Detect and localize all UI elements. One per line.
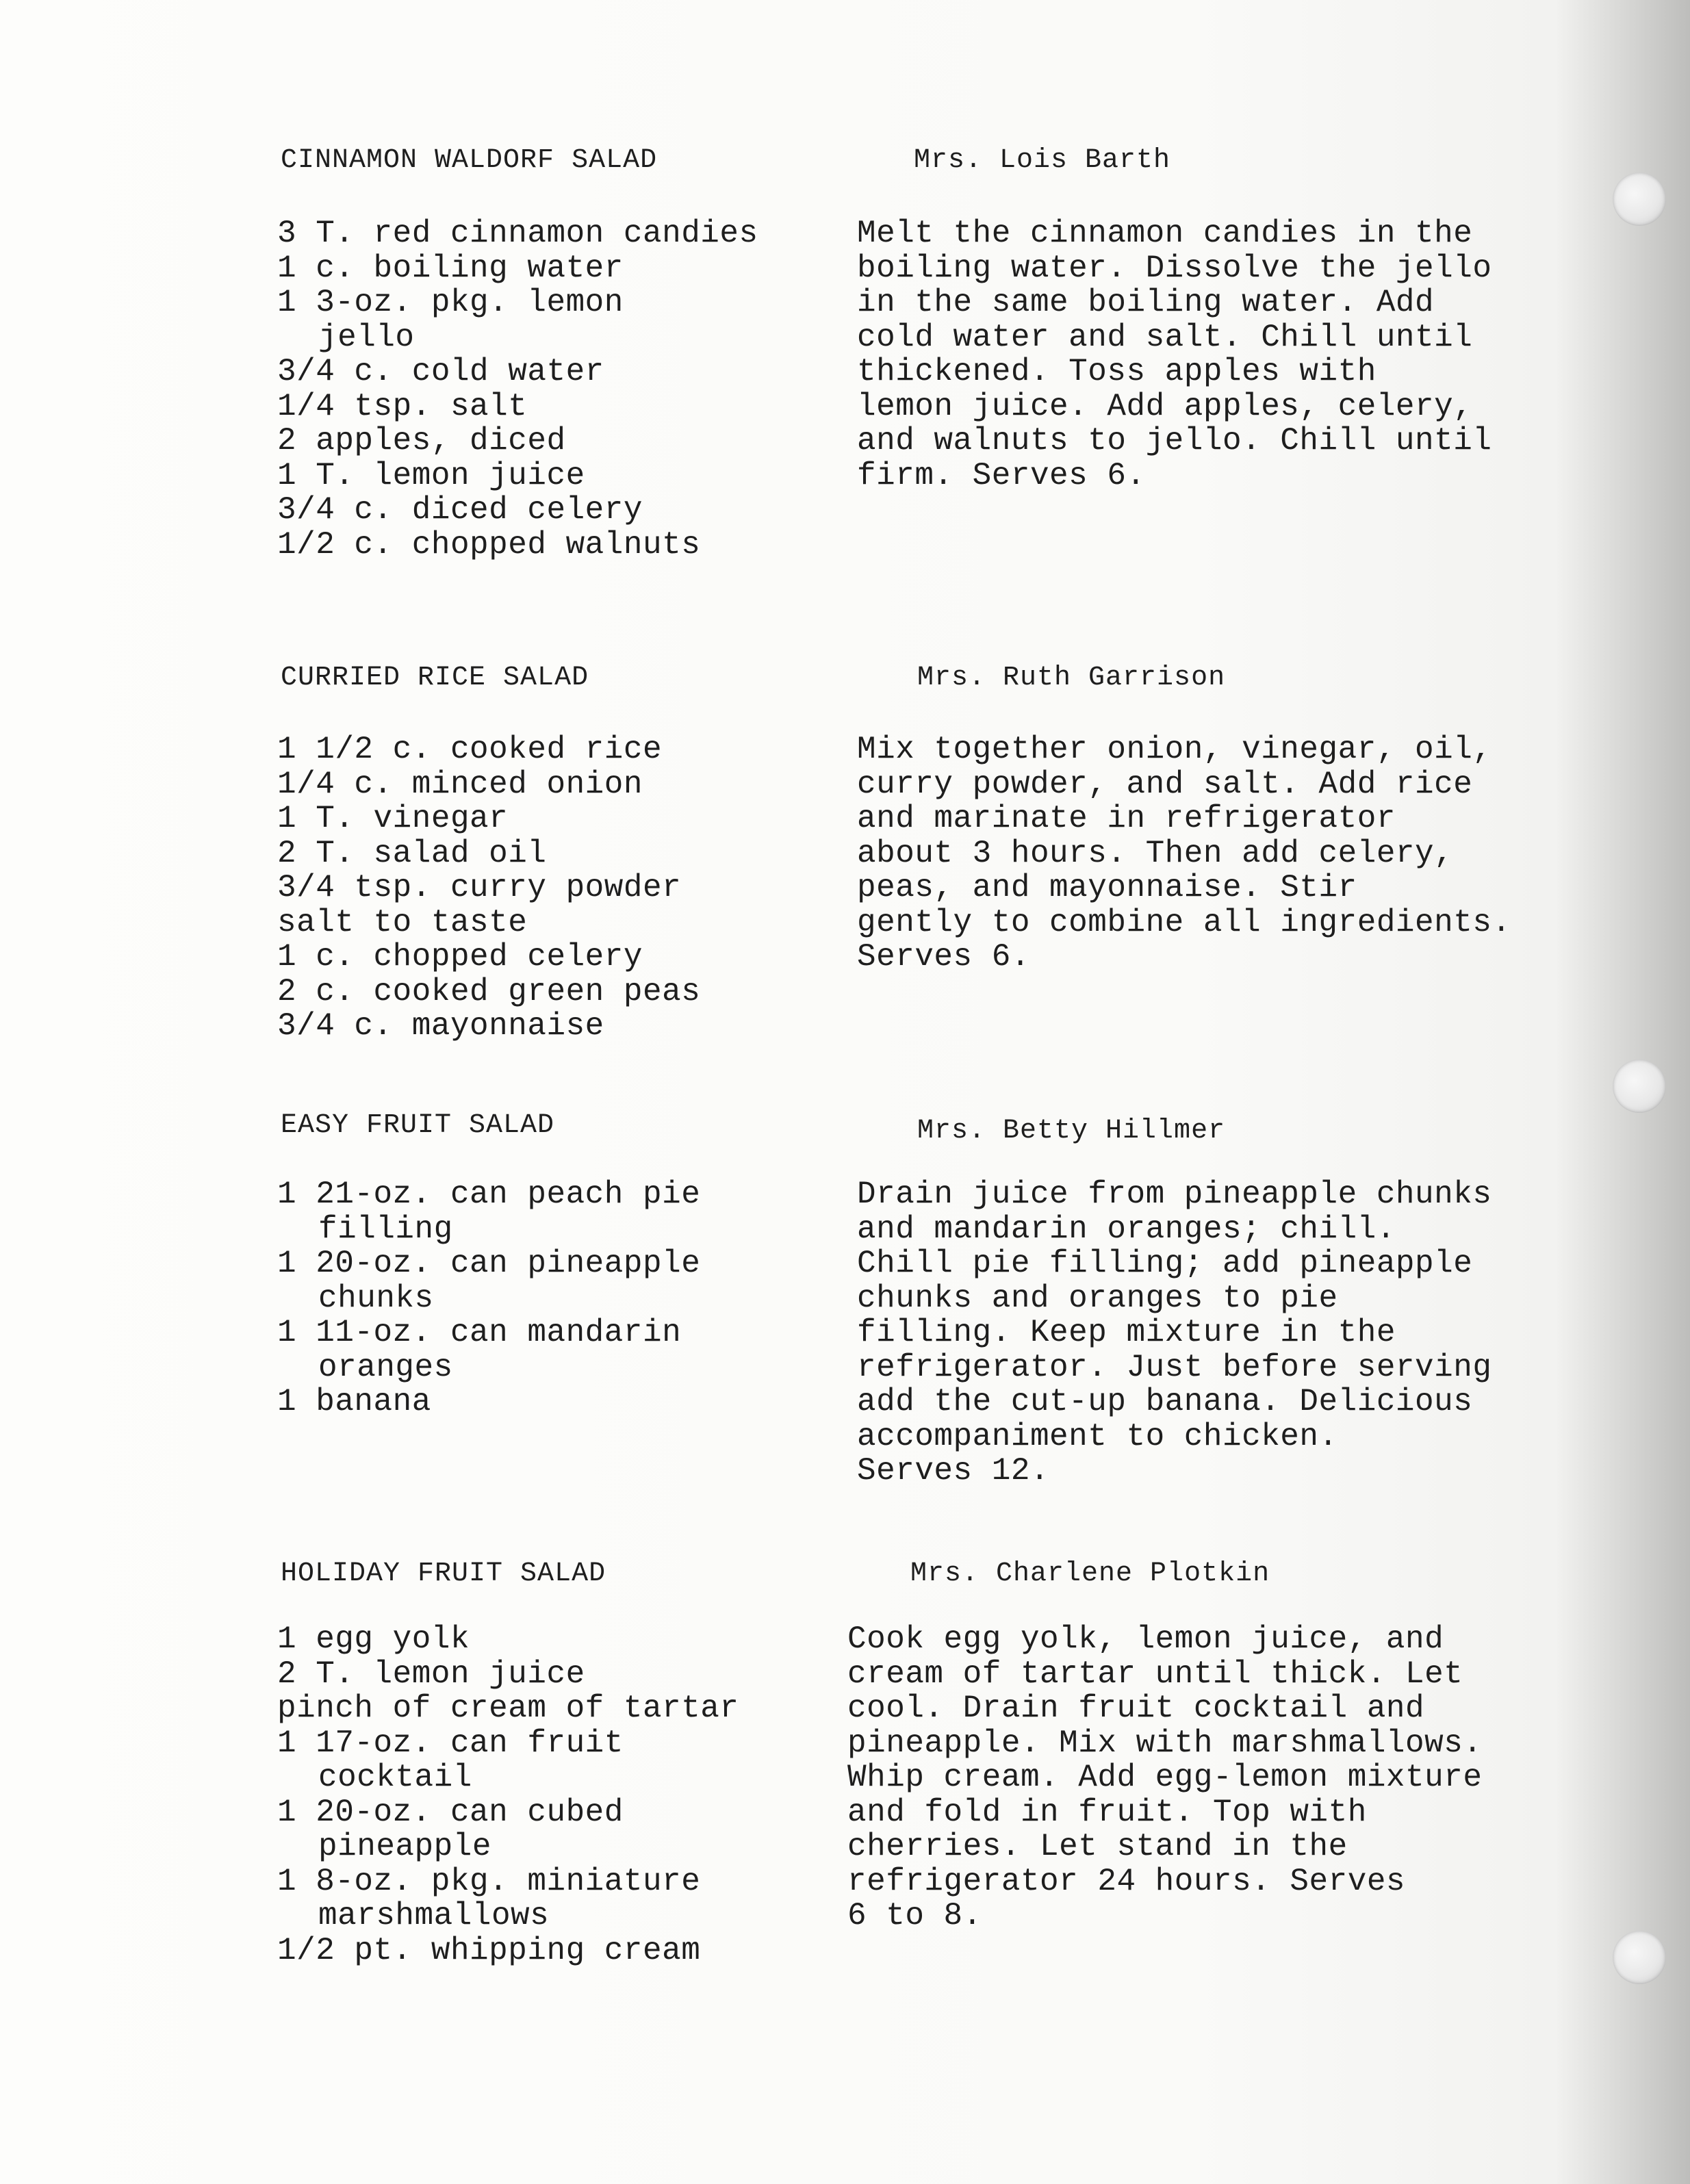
directions-line: lemon juice. Add apples, celery, [857,388,1473,424]
directions-text [857,1177,1569,1489]
directions-line: curry powder, and salt. Add rice [857,766,1473,802]
ingredient-line: jello [318,319,415,355]
directions-line: gently to combine all ingredients. [857,904,1511,940]
directions-line: thickened. Toss apples with [857,354,1377,389]
directions-line: in the same boiling water. Add [857,285,1435,320]
directions-line: firm. Serves 6. [857,457,1146,493]
ingredient-line: 1 20-oz. can cubed [277,1794,624,1830]
recipe-author: Mrs. Lois Barth [914,145,1171,176]
ingredient-line: chunks [318,1280,434,1316]
directions-line: cherries. Let stand in the [847,1829,1348,1864]
directions-line: pineapple. Mix with marshmallows. [847,1725,1483,1761]
recipe-title: CINNAMON WALDORF SALAD [281,145,658,176]
directions-line: Whip cream. Add egg-lemon mixture [847,1760,1483,1795]
ingredient-line: 1 c. chopped celery [277,939,643,975]
ingredient-line: 3 T. red cinnamon candies [277,216,758,251]
directions-line: and mandarin oranges; chill. [857,1211,1396,1247]
ingredient-list [277,216,825,562]
ingredient-line: 1 T. vinegar [277,801,509,836]
ingredient-line: marshmallows [318,1898,550,1934]
directions-line: refrigerator. Just before serving [857,1349,1492,1385]
directions-line: peas, and mayonnaise. Stir [857,870,1357,905]
directions-line: 6 to 8. [847,1898,982,1934]
directions-line: Mix together onion, vinegar, oil, [857,732,1492,767]
ingredient-line: 2 T. lemon juice [277,1656,585,1692]
ingredient-line: 1 3-oz. pkg. lemon [277,285,624,320]
directions-line: cream of tartar until thick. Let [847,1656,1463,1692]
ingredient-line: 1/2 pt. whipping cream [277,1932,701,1968]
ingredient-line: 3/4 c. diced celery [277,492,643,528]
directions-line: Chill pie filling; add pineapple [857,1246,1473,1281]
ingredient-line: 3/4 c. cold water [277,354,604,389]
ingredient-line: 1 20-oz. can pineapple [277,1246,701,1281]
recipe-title: HOLIDAY FRUIT SALAD [281,1558,606,1589]
directions-text [857,732,1569,975]
ingredient-line: pinch of cream of tartar [277,1691,739,1726]
ingredient-line: 1 c. boiling water [277,250,624,286]
directions-line: refrigerator 24 hours. Serves [847,1863,1406,1899]
ingredient-line: oranges [318,1349,453,1385]
ingredient-line: 1 banana [277,1384,431,1419]
ingredient-line: 3/4 c. mayonnaise [277,1008,604,1044]
directions-text [847,1622,1559,1934]
ingredient-list [277,1177,825,1419]
ingredient-line: 1/4 c. minced onion [277,766,643,802]
directions-text [857,216,1569,493]
ingredient-line: 2 c. cooked green peas [277,973,701,1010]
recipe-title: CURRIED RICE SALAD [281,663,589,693]
ingredient-list [277,1622,825,1968]
directions-line: Cook egg yolk, lemon juice, and [847,1621,1444,1657]
ingredient-line: pineapple [318,1829,491,1864]
ingredient-line: salt to taste [277,904,528,940]
directions-line: cold water and salt. Chill until [857,319,1473,355]
directions-line: chunks and oranges to pie [857,1280,1338,1316]
ingredient-line: filling [318,1211,453,1247]
directions-line: and marinate in refrigerator [857,801,1396,836]
ingredient-line: 1 8-oz. pkg. miniature [277,1863,701,1899]
ingredient-list [277,732,825,1044]
binder-hole-middle [1613,1059,1666,1113]
ingredient-line: 1 17-oz. can fruit [277,1725,624,1761]
ingredient-line: 1/2 c. chopped walnuts [277,526,701,563]
recipe-title: EASY FRUIT SALAD [281,1110,555,1141]
ingredient-line: 1 1/2 c. cooked rice [277,732,663,767]
recipe-author: Mrs. Charlene Plotkin [910,1558,1270,1589]
ingredient-line: 2 apples, diced [277,423,566,459]
directions-line: and walnuts to jello. Chill until [857,423,1492,459]
ingredient-line: 1 egg yolk [277,1621,470,1657]
directions-line: Serves 6. [857,939,1030,975]
directions-line: Serves 12. [857,1453,1050,1489]
directions-line: Melt the cinnamon candies in the [857,216,1473,251]
recipe-author: Mrs. Betty Hillmer [917,1116,1226,1146]
directions-line: add the cut-up banana. Delicious [857,1384,1473,1419]
binder-hole-top [1613,172,1666,226]
directions-line: Drain juice from pineapple chunks [857,1177,1492,1212]
ingredient-line: 1 T. lemon juice [277,457,585,493]
ingredient-line: 3/4 tsp. curry powder [277,870,682,905]
ingredient-line: 2 T. salad oil [277,835,547,871]
ingredient-line: 1 21-oz. can peach pie [277,1177,701,1212]
directions-line: and fold in fruit. Top with [847,1794,1367,1830]
recipe-author: Mrs. Ruth Garrison [917,663,1226,693]
directions-line: about 3 hours. Then add celery, [857,835,1454,871]
ingredient-line: 1/4 tsp. salt [277,388,528,424]
binder-hole-bottom [1613,1931,1666,1984]
directions-line: accompaniment to chicken. [857,1418,1338,1454]
ingredient-line: cocktail [318,1760,472,1795]
directions-line: filling. Keep mixture in the [857,1315,1396,1350]
ingredient-line: 1 11-oz. can mandarin [277,1315,682,1350]
directions-line: boiling water. Dissolve the jello [857,250,1492,286]
directions-line: cool. Drain fruit cocktail and [847,1691,1425,1726]
